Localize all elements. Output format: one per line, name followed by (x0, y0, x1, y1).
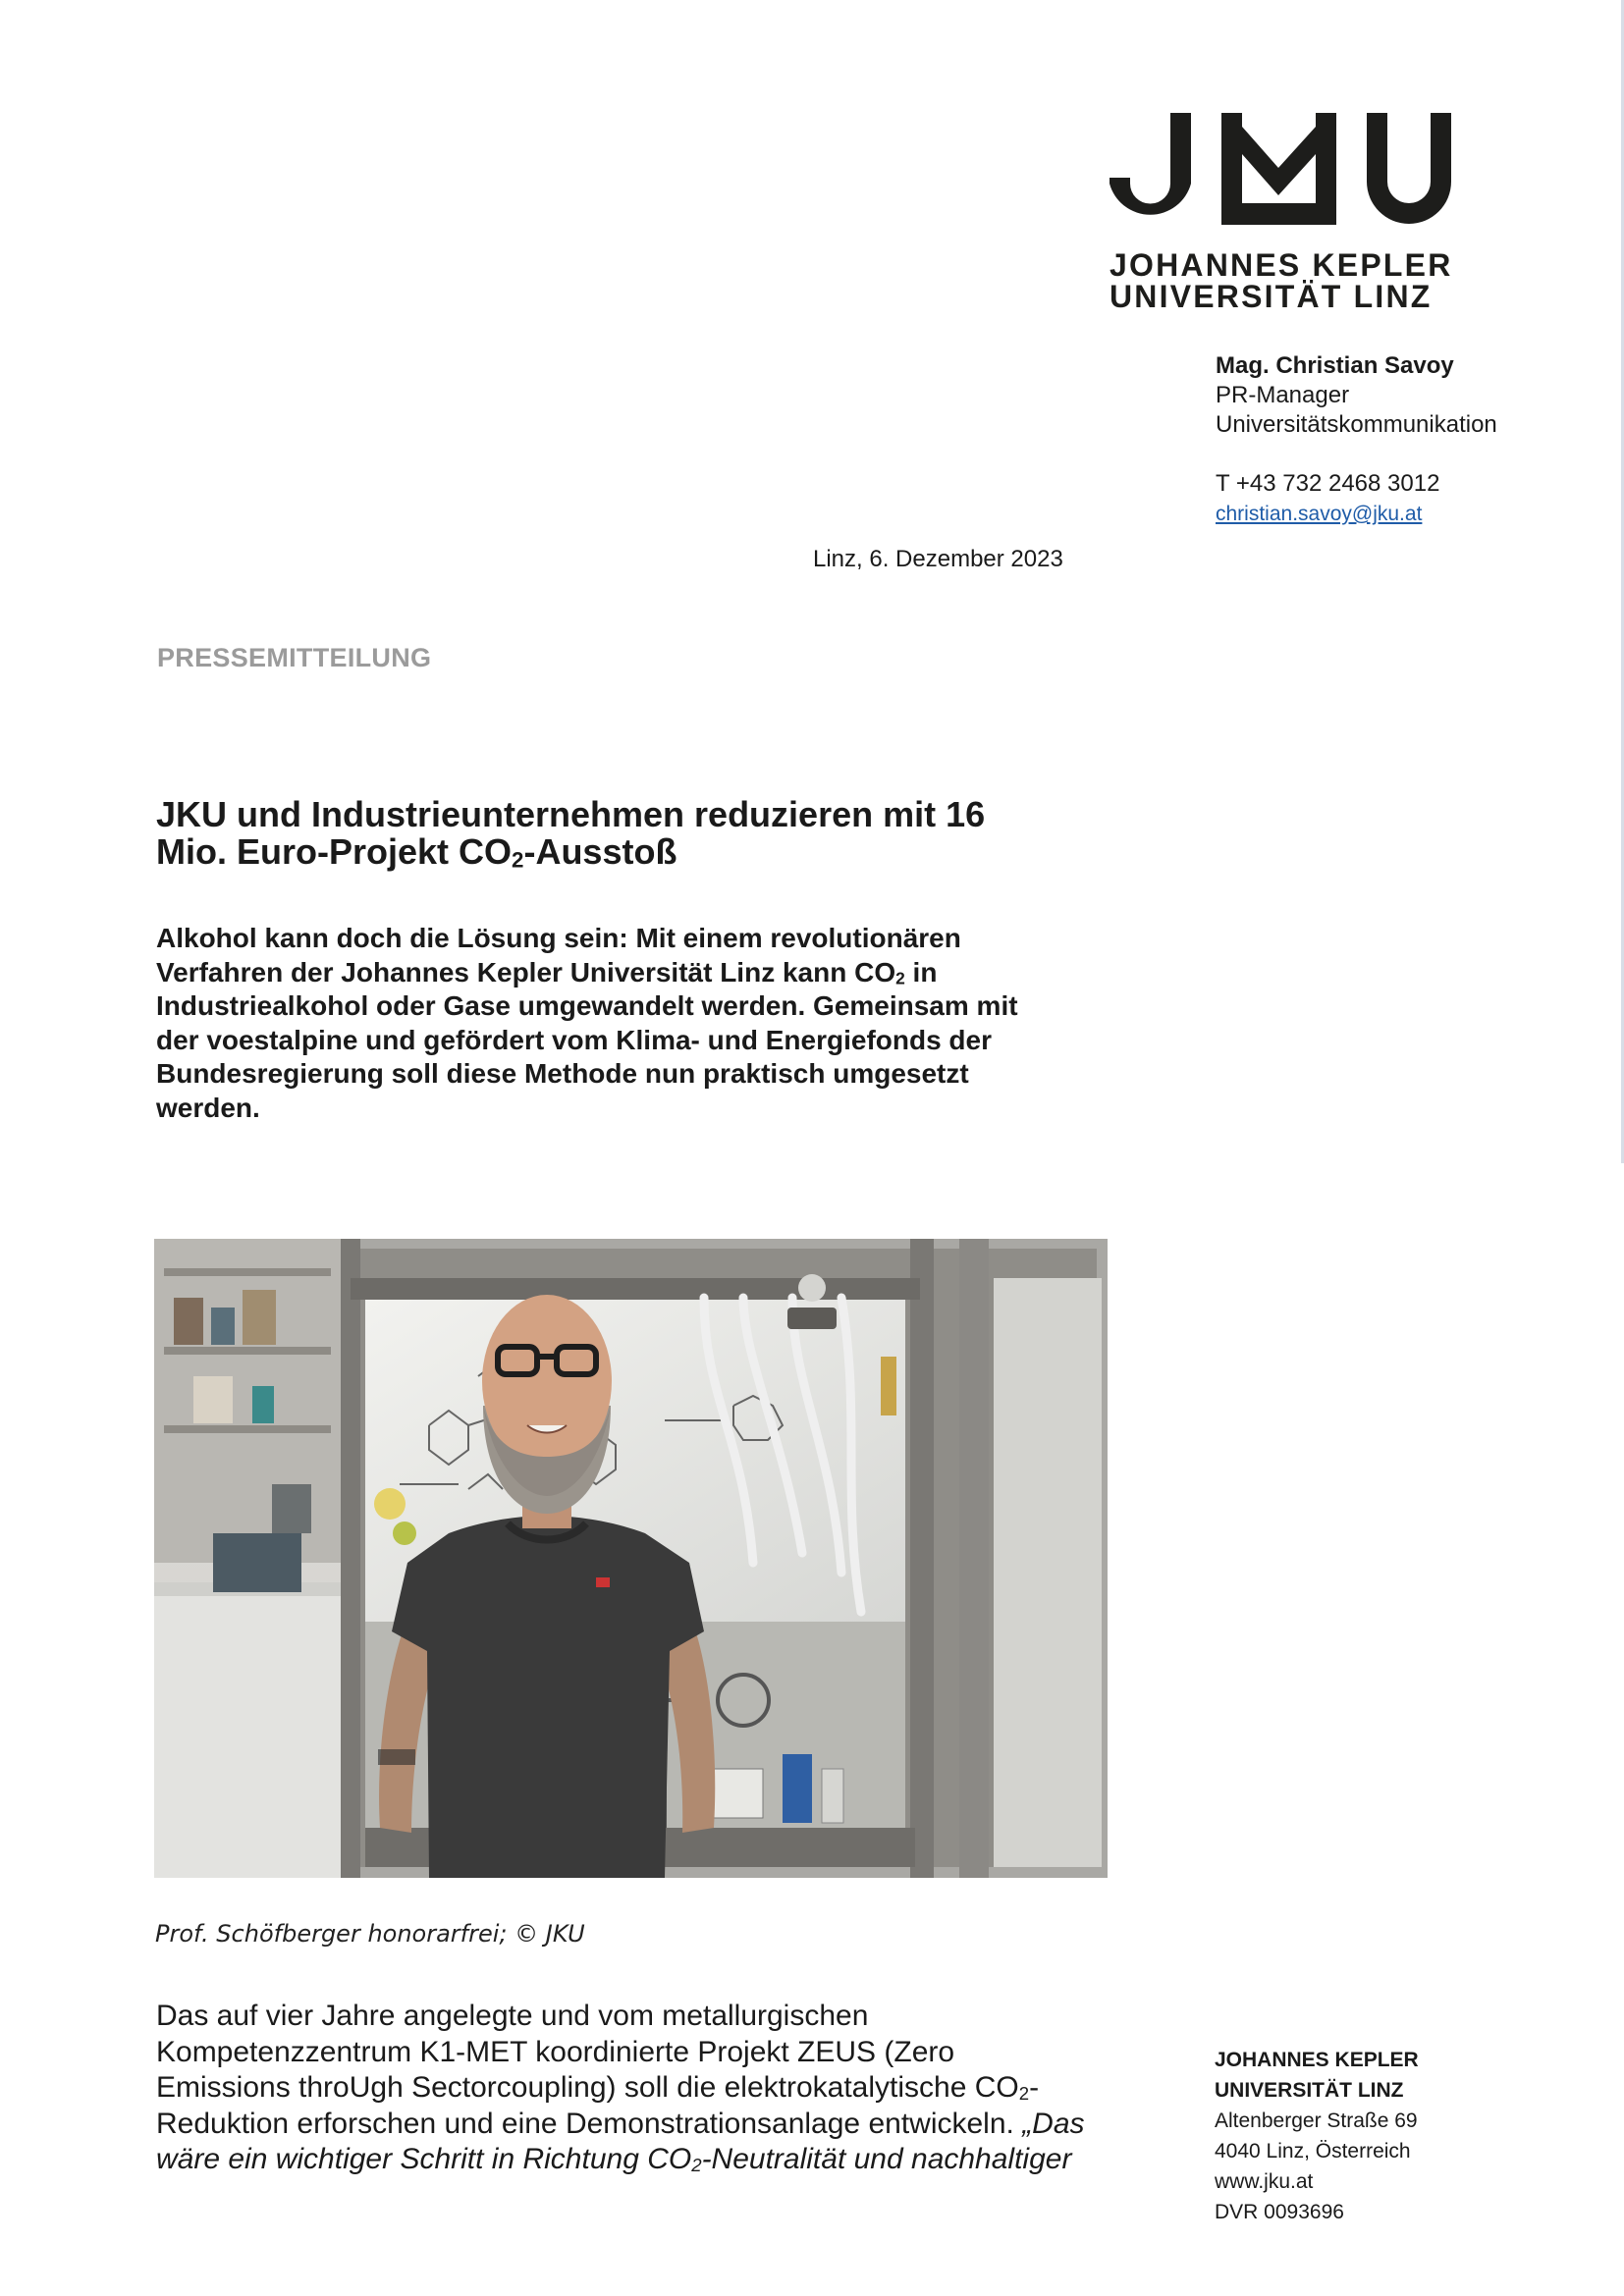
press-photo (154, 1239, 1108, 1878)
logo-text-line1: JOHANNES KEPLER (1110, 247, 1453, 283)
photo-caption: Prof. Schöfberger honorarfrei; © JKU (155, 1920, 585, 1948)
document-date: Linz, 6. Dezember 2023 (813, 546, 1063, 572)
jku-logo (1110, 113, 1522, 312)
address-city: 4040 Linz, Österreich (1215, 2140, 1411, 2163)
contact-email-link[interactable]: christian.savoy@jku.at (1216, 503, 1423, 525)
body-line (156, 2107, 1138, 2143)
document-type-label: PRESSEMITTEILUNG (157, 643, 432, 672)
subscript: 2 (691, 2154, 702, 2175)
body-text: Reduktion erforschen und eine Demonstrationsanlage entwickeln. (156, 2107, 1023, 2140)
logo-text-line2: UNIVERSITÄT LINZ (1110, 279, 1433, 314)
body-line: Kompetenzzentrum K1-MET koordinierte Projekt ZEUS (Zero (156, 2035, 955, 2068)
quote-text: „Das (1022, 2107, 1085, 2140)
contact-block (1216, 351, 1608, 529)
headline-text: Mio. Euro-Projekt CO (156, 831, 513, 872)
lead-line: Bundesregierung soll diese Methode nun praktisch umgesetzt (156, 1058, 969, 1089)
body-paragraph (156, 1999, 1138, 2178)
lab-photo-illustration (154, 1239, 1108, 1878)
address-dvr: DVR 0093696 (1215, 2201, 1344, 2223)
jku-logo-mark (1110, 113, 1451, 226)
quote-text: wäre ein wichtiger Schritt in Richtung CO (156, 2143, 692, 2175)
address-org-line1: JOHANNES KEPLER (1215, 2049, 1419, 2071)
lead-line: werden. (156, 1092, 260, 1123)
headline (156, 796, 1138, 871)
lead-paragraph (156, 922, 1128, 1125)
address-org-line2: UNIVERSITÄT LINZ (1215, 2079, 1404, 2102)
body-line (156, 2070, 1138, 2107)
lead-line (156, 956, 1128, 990)
address-website[interactable]: www.jku.at (1215, 2170, 1314, 2193)
body-line: Das auf vier Jahre angelegte und vom metallurgischen (156, 2000, 869, 2032)
lead-line: Industriealkohol oder Gase umgewandelt werden. Gemeinsam mit (156, 990, 1018, 1021)
contact-role: PR-Manager (1216, 382, 1350, 408)
contact-name: Mag. Christian Savoy (1216, 352, 1454, 379)
lead-text: Verfahren der Johannes Kepler Universität Linz kann CO (156, 956, 896, 988)
subscript: 2 (1018, 2082, 1030, 2104)
quote-text: -Neutralität und nachhaltiger (701, 2143, 1072, 2175)
body-text: - (1029, 2071, 1040, 2104)
lead-text: in (904, 956, 938, 988)
subscript: 2 (895, 968, 905, 988)
contact-department: Universitätskommunikation (1216, 411, 1497, 438)
headline-line: JKU und Industrieunternehmen reduzieren mit 16 (156, 794, 986, 834)
subscript: 2 (512, 847, 524, 873)
headline-line (156, 833, 1138, 871)
lead-line: Alkohol kann doch die Lösung sein: Mit einem revolutionären (156, 923, 961, 953)
address-street: Altenberger Straße 69 (1215, 2109, 1418, 2132)
body-text: Emissions throUgh Sectorcoupling) soll die elektrokatalytische CO (156, 2071, 1019, 2104)
headline-text: -Ausstoß (523, 831, 677, 872)
contact-phone: T +43 732 2468 3012 (1216, 470, 1440, 497)
lead-line: der voestalpine und gefördert vom Klima- und Energiefonds der (156, 1024, 993, 1055)
body-line (156, 2142, 1138, 2178)
address-block (1215, 2045, 1607, 2227)
